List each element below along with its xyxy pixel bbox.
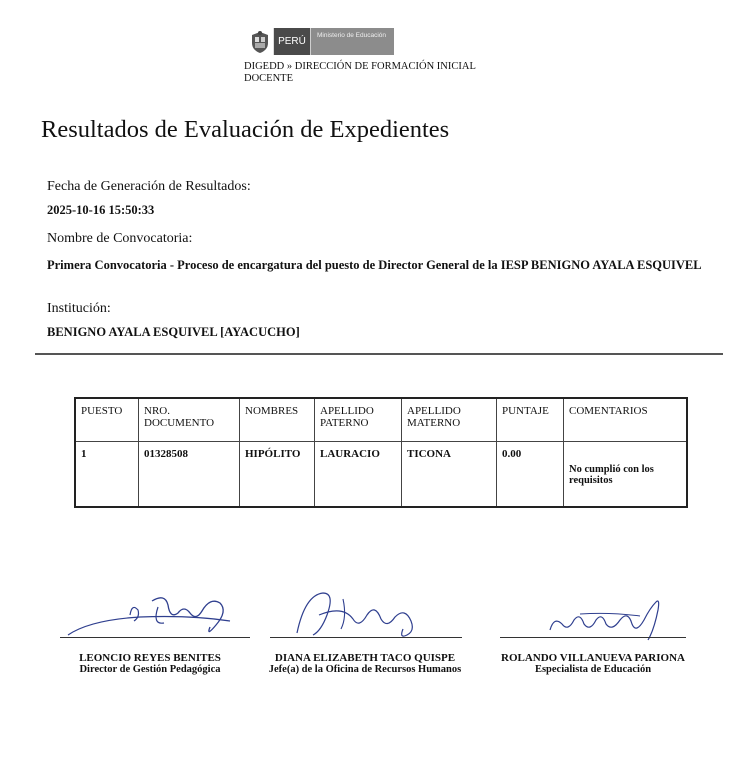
- table-row: [75, 442, 687, 508]
- coat-of-arms-icon: [247, 28, 273, 55]
- cell-comentarios: No cumplió con los requisitos: [564, 442, 688, 508]
- section-divider: [35, 353, 723, 355]
- header-comentarios: COMENTARIOS: [564, 398, 688, 442]
- signatory-role: Director de Gestión Pedagógica: [79, 664, 221, 675]
- table-header-row: [75, 398, 687, 442]
- logo-country: PERÚ: [273, 28, 310, 55]
- header-documento: NRO. DOCUMENTO: [139, 398, 240, 442]
- logo-ministry: Ministerio de Educación: [310, 28, 394, 55]
- header-apellido-paterno: APELLIDO PATERNO: [315, 398, 402, 442]
- cell-documento: 01328508: [139, 442, 240, 508]
- signatory-name: DIANA ELIZABETH TACO QUISPE: [274, 652, 456, 664]
- cell-apellido-materno: TICONA: [402, 442, 497, 508]
- institucion-label: Institución:: [47, 301, 111, 316]
- signature-block-3: [488, 652, 698, 675]
- cell-apellido-paterno: LAURACIO: [315, 442, 402, 508]
- cell-puntaje: 0.00: [497, 442, 564, 508]
- signatory-role: Jefe(a) de la Oficina de Recursos Humanos: [268, 664, 462, 675]
- signatory-name: ROLANDO VILLANUEVA PARIONA: [501, 652, 685, 664]
- header-puesto: PUESTO: [75, 398, 139, 442]
- convocatoria-value: Primera Convocatoria - Proceso de encargatura del puesto de Director General de la IESP BENIGNO AYALA ESQUIVEL: [47, 258, 702, 272]
- page-title: Resultados de Evaluación de Expedientes: [41, 116, 450, 143]
- department-line-1: DIGEDD » DIRECCIÓN DE FORMACIÓN INICIAL: [244, 61, 476, 72]
- signature-line-2: [270, 637, 462, 638]
- signature-1-scribble: [60, 585, 250, 645]
- signature-block-2: [252, 652, 478, 675]
- header-puntaje: PUNTAJE: [497, 398, 564, 442]
- department-name: [244, 61, 524, 85]
- header-nombres: NOMBRES: [240, 398, 315, 442]
- ministry-logo: [247, 28, 394, 55]
- signature-block-1: [52, 652, 248, 675]
- convocatoria-label: Nombre de Convocatoria:: [47, 231, 193, 246]
- cell-nombres: HIPÓLITO: [240, 442, 315, 508]
- cell-puesto: 1: [75, 442, 139, 508]
- fecha-value: 2025-10-16 15:50:33: [47, 203, 155, 217]
- header-apellido-materno: APELLIDO MATERNO: [402, 398, 497, 442]
- results-table: [74, 397, 688, 508]
- signature-2-scribble: [283, 585, 433, 645]
- signature-line-3: [500, 637, 686, 638]
- department-line-2: DOCENTE: [244, 73, 293, 84]
- institucion-value: BENIGNO AYALA ESQUIVEL [AYACUCHO]: [47, 325, 300, 339]
- signatory-name: LEONCIO REYES BENITES: [79, 652, 221, 664]
- signature-line-1: [60, 637, 250, 638]
- signatory-role: Especialista de Educación: [534, 664, 652, 675]
- fecha-label: Fecha de Generación de Resultados:: [47, 179, 251, 194]
